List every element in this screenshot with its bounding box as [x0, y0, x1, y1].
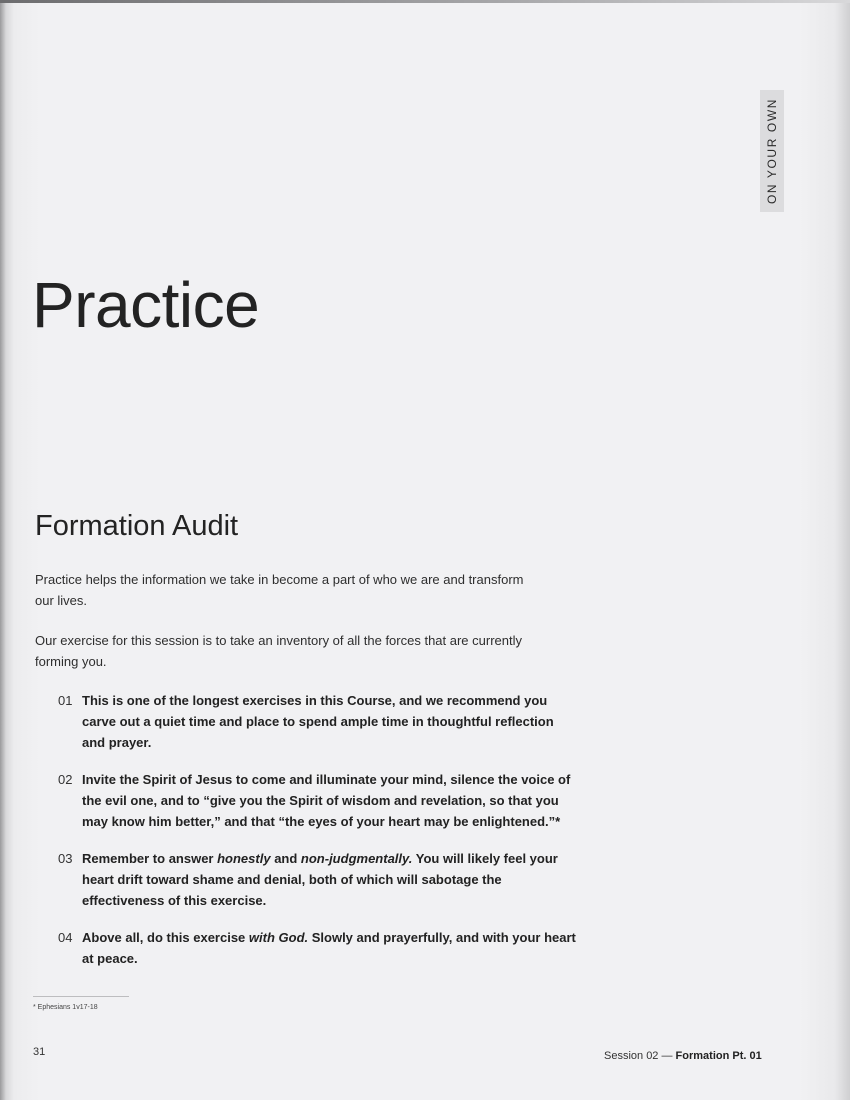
page-title: Practice [32, 269, 260, 341]
intro-paragraph: Practice helps the information we take in become a part of who we are and transform our lives. [35, 572, 524, 608]
step-text [82, 848, 578, 911]
step-text: This is one of the longest exercises in this Course, and we recommend you carve out a quiet time and place to spend ample time in thoughtful reflection and prayer. [82, 693, 554, 750]
side-tab-label: ON YOUR OWN [765, 97, 779, 205]
step-number: 04 [58, 930, 73, 945]
step-emphasis: with God. [248, 930, 309, 945]
step-number: 01 [58, 693, 73, 708]
step-text-part: Remember to answer [82, 851, 218, 866]
list-item [58, 769, 578, 832]
running-footer [604, 1050, 762, 1062]
page-number: 31 [33, 1046, 46, 1058]
step-text-part: Slowly and prayerfully, and with your heart at peace. [82, 930, 576, 966]
step-text-part: You will likely feel your heart drift toward shame and denial, both of which will sabotage the effectiveness of this exercise. [82, 851, 558, 908]
footer-section: Formation Pt. 01 [675, 1050, 762, 1062]
step-number: 02 [58, 772, 73, 787]
step-text-part: and [270, 851, 301, 866]
section-side-tab [760, 90, 784, 212]
list-item [58, 690, 578, 753]
step-emphasis: honestly [217, 851, 271, 866]
footer-session: Session 02 — [604, 1050, 673, 1062]
list-item [58, 848, 578, 911]
steps-list [58, 690, 578, 985]
page-top-edge [0, 0, 850, 3]
step-emphasis: non-judgmentally. [300, 851, 413, 866]
step-text-part: Above all, do this exercise [82, 930, 249, 945]
footnote: * Ephesians 1v17-18 [33, 1004, 98, 1011]
list-item [58, 927, 578, 969]
step-text: Invite the Spirit of Jesus to come and illuminate your mind, silence the voice of the evil one, and to “give you the Spirit of wisdom and revelation, so that you may know him better,” and that “the eyes of your heart may be enlightened.”* [82, 772, 571, 829]
footnote-divider [33, 996, 129, 997]
step-text [82, 927, 578, 969]
section-title: Formation Audit [35, 510, 239, 542]
exercise-paragraph: Our exercise for this session is to take an inventory of all the forces that are currently forming you. [35, 633, 522, 669]
step-number: 03 [58, 851, 73, 866]
